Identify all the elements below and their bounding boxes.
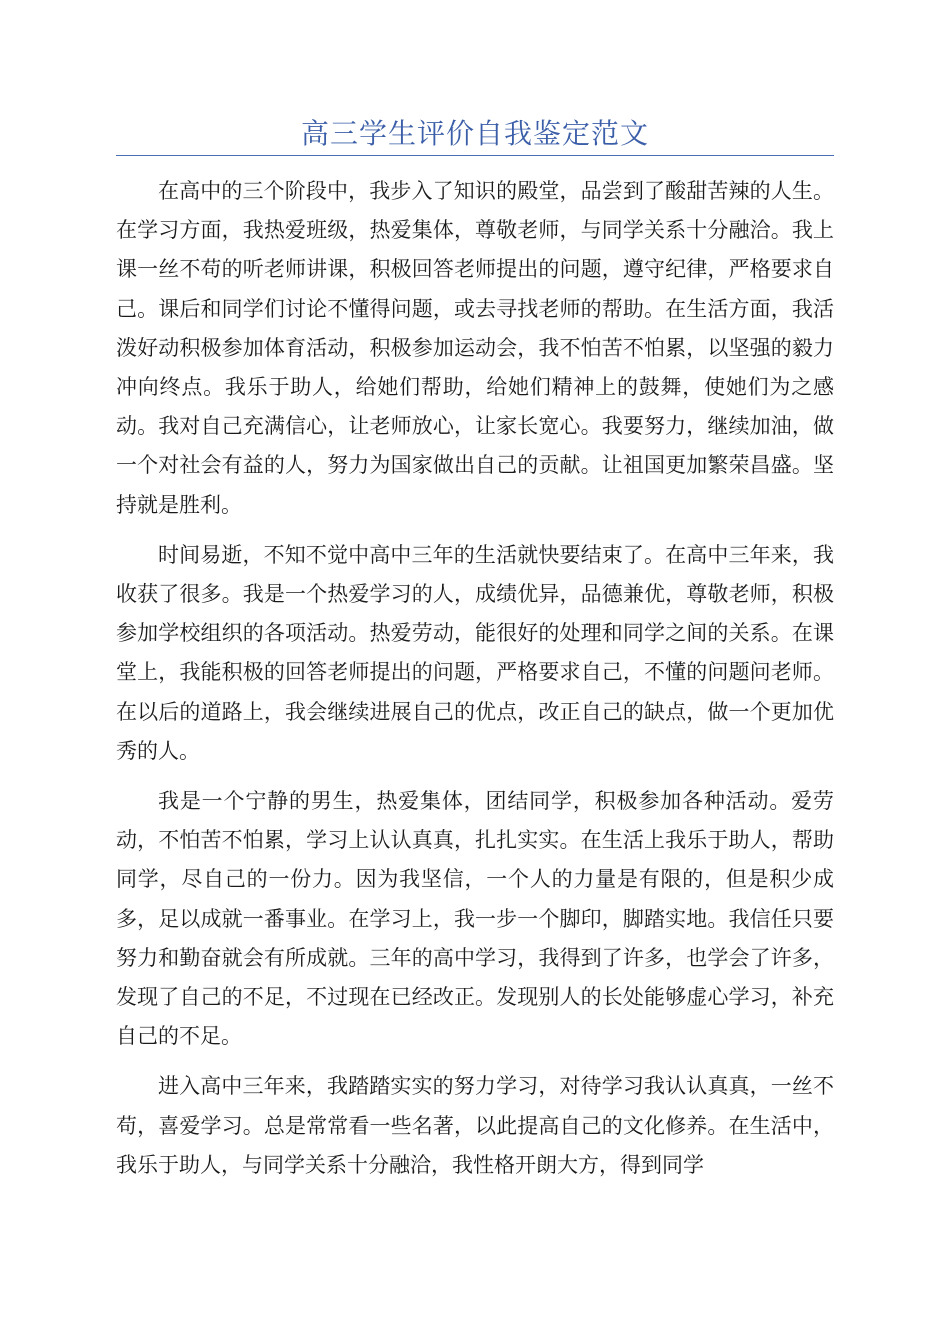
- title-underline-divider: [116, 155, 834, 156]
- paragraph-4: 进入高中三年来，我踏踏实实的努力学习，对待学习我认认真真，一丝不苟，喜爱学习。总是常常看一些名著，以此提高自己的文化修养。在生活中，我乐于助人，与同学关系十分融洽，我性格开朗大方，得到同学: [116, 1074, 834, 1177]
- paragraph-1: 在高中的三个阶段中，我步入了知识的殿堂，品尝到了酸甜苦辣的人生。在学习方面，我热爱班级，热爱集体，尊敬老师，与同学关系十分融洽。我上课一丝不苟的听老师讲课，积极回答老师提出的问题，遵守纪律，严格要求自己。课后和同学们讨论不懂得问题，或去寻找老师的帮助。在生活方面，我活泼好动积极参加体育活动，积极参加运动会，我不怕苦不怕累，以坚强的毅力冲向终点。我乐于助人，给她们帮助，给她们精神上的鼓舞，使她们为之感动。我对自己充满信心，让老师放心，让家长宽心。我要努力，继续加油，做一个对社会有益的人，努力为国家做出自己的贡献。让祖国更加繁荣昌盛。坚持就是胜利。: [116, 179, 834, 517]
- paragraph-2: 时间易逝，不知不觉中高中三年的生活就快要结束了。在高中三年来，我收获了很多。我是一个热爱学习的人，成绩优异，品德兼优，尊敬老师，积极参加学校组织的各项活动。热爱劳动，能很好的处理和同学之间的关系。在课堂上，我能积极的回答老师提出的问题，严格要求自己，不懂的问题问老师。在以后的道路上，我会继续进展自己的优点，改正自己的缺点，做一个更加优秀的人。: [116, 542, 834, 763]
- document-body: [116, 172, 834, 1196]
- document-title: 高三学生评价自我鉴定范文: [300, 117, 649, 150]
- paragraph-3: 我是一个宁静的男生，热爱集体，团结同学，积极参加各种活动。爱劳动，不怕苦不怕累，学习上认认真真，扎扎实实。在生活上我乐于助人，帮助同学，尽自己的一份力。因为我坚信，一个人的力量是有限的，但是积少成多，足以成就一番事业。在学习上，我一步一个脚印，脚踏实地。我信任只要努力和勤奋就会有所成就。三年的高中学习，我得到了许多，也学会了许多，发现了自己的不足，不过现在已经改正。发现别人的长处能够虚心学习，补充自己的不足。: [116, 789, 834, 1049]
